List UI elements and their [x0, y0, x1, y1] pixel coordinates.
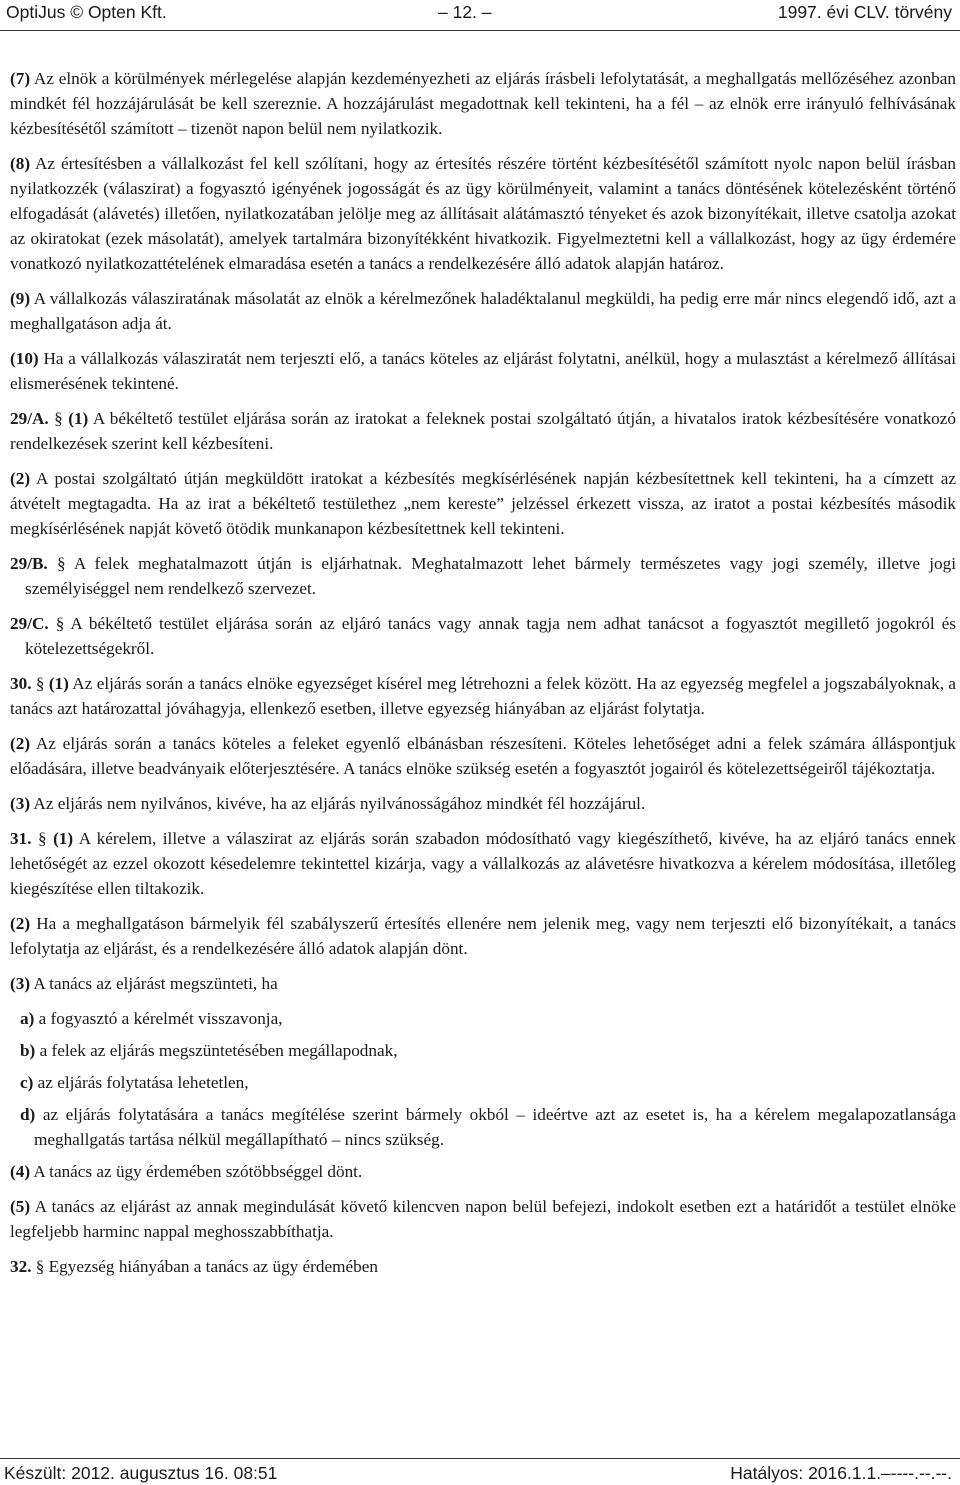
paragraph-text: A tanács az eljárást az annak megindulását követő kilencven napon belül befejezi, indokolt esetben ezt a határidőt a testület elnöke legfeljebb harminc nappal meghosszabbíthatja. [10, 1197, 956, 1241]
document-body [10, 66, 956, 1289]
paragraph-number: (3) [10, 794, 31, 813]
section-sign: § [54, 409, 63, 428]
paragraph [10, 286, 956, 336]
paragraph-text: Az eljárás nem nyilvános, kivéve, ha az eljárás nyilvánosságához mindkét fél hozzájárul. [33, 794, 646, 813]
section-sign: § [35, 674, 45, 693]
section-paragraph [10, 1254, 956, 1279]
document-title: 1997. évi CLV. törvény [777, 2, 952, 22]
paragraph-number: (1) [53, 829, 74, 848]
section-paragraph [10, 551, 956, 601]
section-sign: § [55, 614, 65, 633]
paragraph-number: (5) [10, 1197, 31, 1216]
paragraph-number: (4) [10, 1162, 31, 1181]
paragraph-text: az eljárás folytatására a tanács megítélése szerint bármely okból – ideértve azt az esetet is, ha a kérelem megalapozatlansága meghallgatás tartása nélkül megállapítható – nincs szükség. [34, 1105, 956, 1149]
paragraph-text: A postai szolgáltató útján megküldött iratokat a kézbesítés megkísérlésének napján kézbesítettnek kell tekinteni, ha a címzett az átvételt megtagadta. Ha az irat a békéltető testülethez „nem kereste” jelzéssel érkezett vissza, az iratot a postai kézbesítés második megkísérlésének napját követő ötödik munkanapon kézbesítettnek kell tekinteni. [10, 469, 956, 538]
section-number: 31. [10, 829, 32, 848]
paragraph [10, 1194, 956, 1244]
paragraph [10, 791, 956, 816]
paragraph-text: a felek az eljárás megszüntetésében megállapodnak, [39, 1041, 398, 1060]
section-sign: § [56, 554, 66, 573]
paragraph-number: (7) [10, 69, 31, 88]
paragraph-text: A tanács az eljárást megszünteti, ha [33, 974, 278, 993]
item-letter: d) [20, 1105, 36, 1124]
section-number: 29/B. [10, 554, 48, 573]
paragraph-text: A felek meghatalmazott útján is eljárhatnak. Meghatalmazott lehet bármely természetes vagy jogi személy, illetve jogi személyiséggel nem rendelkező szervezet. [25, 554, 956, 598]
page-header [0, 0, 960, 31]
list-item [10, 1038, 956, 1063]
item-letter: c) [20, 1073, 34, 1092]
list-item [10, 1006, 956, 1031]
paragraph-text: az eljárás folytatása lehetetlen, [37, 1073, 249, 1092]
paragraph [10, 911, 956, 961]
paragraph-text: Az eljárás során a tanács elnöke egyezséget kísérel meg létrehozni a felek között. Ha az egyezség megfelel a jogszabályoknak, a tanács azt határozattal jóváhagyja, ellenkező esetben, illetve egyezség hiányában az eljárást folytatja. [10, 674, 956, 718]
section-number: 32. [10, 1257, 32, 1276]
paragraph-text: A tanács az ügy érdemében szótöbbséggel dönt. [33, 1162, 363, 1181]
section-number: 29/C. [10, 614, 49, 633]
paragraph-text: Az eljárás során a tanács köteles a feleket egyenlő elbánásban részesíteni. Köteles lehetőséget adni a felek számára álláspontjuk előadására, illetve beadványaik előterjesztésére. A tanács elnöke szükség esetén a fogyasztót jogairól és kötelezettségeiről tájékoztatja. [10, 734, 956, 778]
paragraph-text: Egyezség hiányában a tanács az ügy érdemében [48, 1257, 378, 1276]
paragraph-number: (2) [10, 469, 31, 488]
paragraph-number: (2) [10, 734, 31, 753]
paragraph-number: (8) [10, 154, 31, 173]
paragraph [10, 971, 956, 996]
publisher-label: OptiJus © Opten Kft. [6, 2, 167, 22]
item-letter: b) [20, 1041, 36, 1060]
section-paragraph [10, 611, 956, 661]
paragraph-text: Az értesítésben a vállalkozást fel kell szólítani, hogy az értesítés részére történt kézbesítésétől számított nyolc napon belül írásban nyilatkozzék (válaszirat) a fogyasztó igényének jogosságát és az ügy körülményeit, valamint a tanács döntésének kötelezésként történő elfogadását (alávetés) illetően, nyilatkozatában jelölje meg az állításait alátámasztó tényeket és azok bizonyítékait, illetve csatolja azokat az okiratokat (ezek másolatát), amelyek tartalmára bizonyítékként hivatkozik. Figyelmeztetni kell a vállalkozást, hogy az ügy érdemére vonatkozó nyilatkozattételének elmaradása esetén a tanács a rendelkezésére álló adatok alapján határoz. [10, 154, 956, 273]
page-number: – 12. – [438, 2, 492, 22]
section-sign: § [37, 829, 47, 848]
effective-date: Hatályos: 2016.1.1.–----.--.--. [730, 1463, 952, 1483]
page-footer [0, 1458, 960, 1485]
paragraph-text: Ha a meghallgatáson bármelyik fél szabályszerű értesítés ellenére nem jelenik meg, vagy nem terjeszti elő bizonyítékait, a tanács lefolytatja az eljárást, és a rendelkezésére álló adatok alapján dönt. [10, 914, 957, 958]
paragraph-text: Az elnök a körülmények mérlegelése alapján kezdeményezheti az eljárás írásbeli lefolytatását, a meghallgatás mellőzéséhez azonban mindkét fél hozzájárulását be kell szereznie. A hozzájárulást megadottnak kell tekinteni, ha a fél – az elnök erre irányuló felhívásának kézbesítésétől számított – tizenöt napon belül nem nyilatkozik. [10, 69, 956, 138]
paragraph [10, 1159, 956, 1184]
paragraph-number: (1) [48, 674, 69, 693]
section-number: 30. [10, 674, 32, 693]
paragraph-text: A kérelem, illetve a válaszirat az eljárás során szabadon módosítható vagy kiegészíthető, kivéve, ha az eljáró tanács ennek lehetőségét az ezzel okozott késedelemre tekintettel kizárja, vagy a vállalkozás az alávetésre hivatkozva a kérelem módosítása, illetőleg kiegészítése ellen tiltakozik. [10, 829, 957, 898]
paragraph [10, 346, 956, 396]
paragraph-number: (10) [10, 349, 39, 368]
section-paragraph [10, 826, 956, 901]
paragraph [10, 731, 956, 781]
list-item [10, 1102, 956, 1152]
created-date: Készült: 2012. augusztus 16. 08:51 [4, 1463, 278, 1483]
paragraph-text: Ha a vállalkozás válasziratát nem terjeszti elő, a tanács köteles az eljárást folytatni, anélkül, hogy a mulasztást a kérelmező állításai elismerésének tekintené. [10, 349, 957, 393]
item-letter: a) [20, 1009, 35, 1028]
paragraph-text: A vállalkozás válasziratának másolatát az elnök a kérelmezőnek haladéktalanul megküldi, ha pedig erre már nincs elegendő idő, azt a meghallgatáson adja át. [10, 289, 956, 333]
section-paragraph [10, 671, 956, 721]
paragraph [10, 66, 956, 141]
paragraph-text: A békéltető testület eljárása során az iratokat a feleknek postai szolgáltató útján, a hivatalos iratok kézbesítésére vonatkozó rendelkezések szerint kell kézbesíteni. [10, 409, 956, 453]
paragraph-text: A békéltető testület eljárása során az eljáró tanács vagy annak tagja nem adhat tanácsot a fogyasztót megillető jogokról és kötelezettségekről. [25, 614, 956, 658]
section-sign: § [35, 1257, 45, 1276]
paragraph [10, 466, 956, 541]
paragraph-number: (2) [10, 914, 31, 933]
section-number: 29/A. [10, 409, 49, 428]
section-paragraph [10, 406, 956, 456]
paragraph-number: (3) [10, 974, 31, 993]
paragraph-number: (1) [68, 409, 89, 428]
list-item [10, 1070, 956, 1095]
paragraph-number: (9) [10, 289, 31, 308]
paragraph [10, 151, 956, 276]
paragraph-text: a fogyasztó a kérelmét visszavonja, [38, 1009, 283, 1028]
